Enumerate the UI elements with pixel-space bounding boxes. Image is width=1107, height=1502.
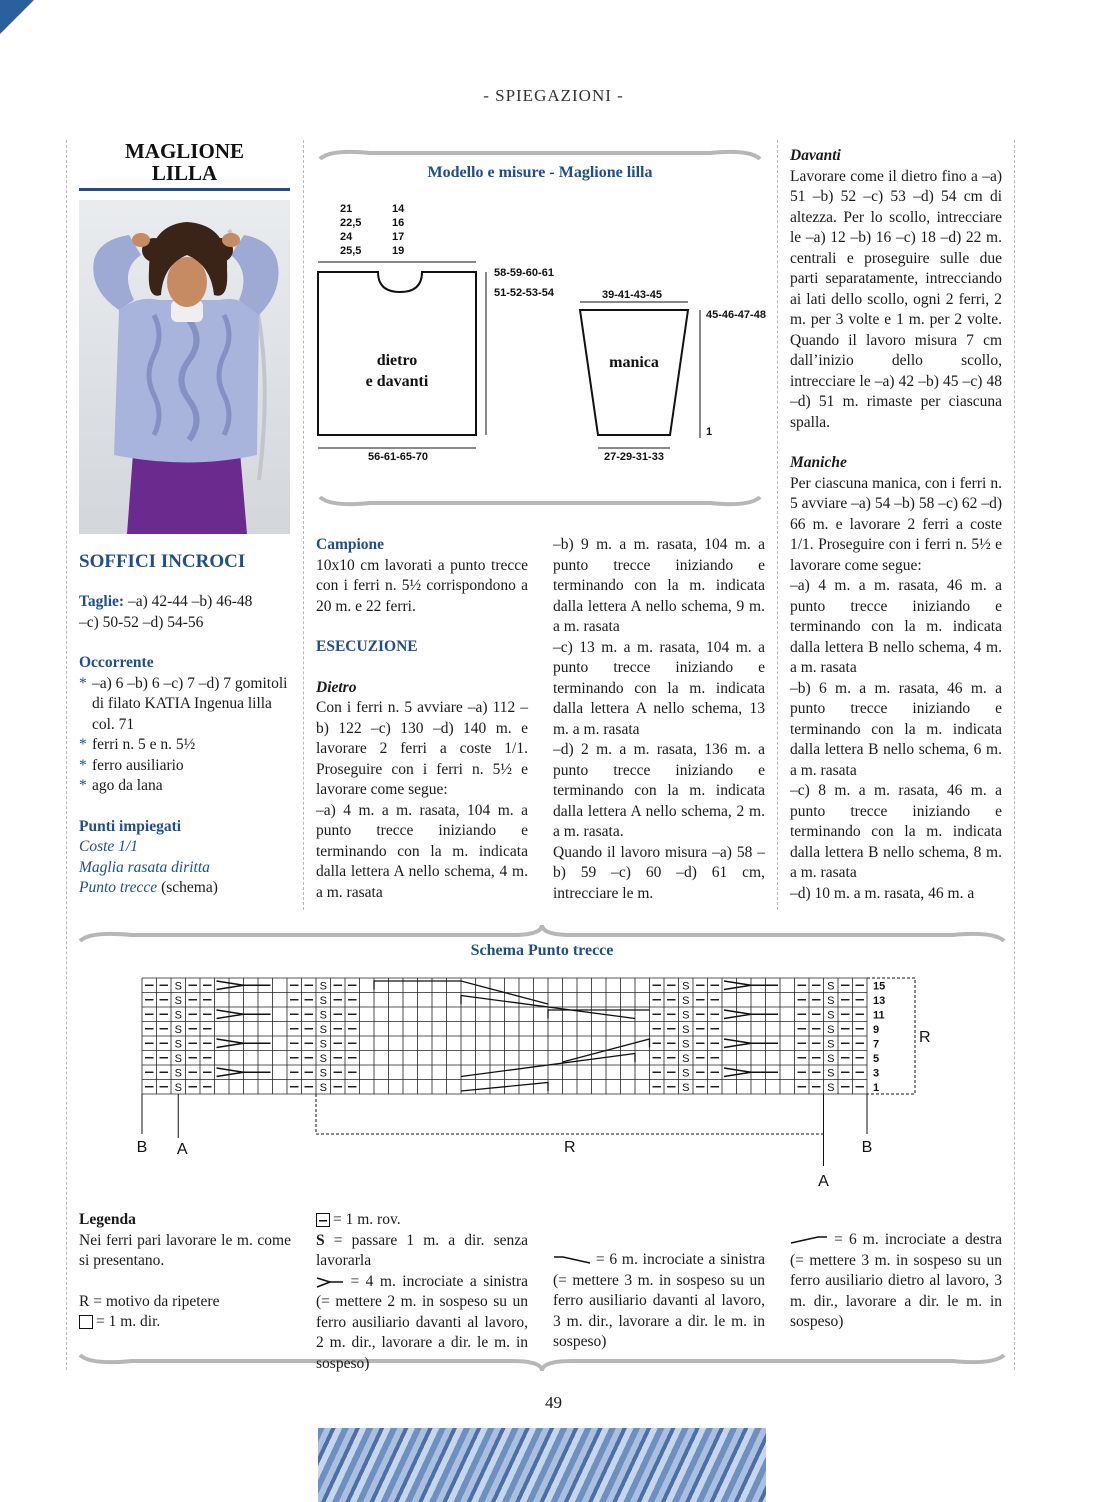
legend-text: Nei ferri pari lavorare le m. come si presentano. xyxy=(79,1231,291,1269)
slip-mark: S xyxy=(682,1053,690,1065)
page-header: - SPIEGAZIONI - xyxy=(483,86,624,105)
row-number: 11 xyxy=(873,1009,885,1022)
body-width-measure: 56-61-65-70 xyxy=(368,451,428,463)
list-item: * ago da lana xyxy=(79,777,163,794)
legend-item xyxy=(553,1250,765,1353)
repeat-label: R xyxy=(919,1029,931,1046)
marker-label-r: R xyxy=(563,1139,576,1156)
measurement-diagram xyxy=(310,190,770,480)
repeat-bracket xyxy=(316,1094,824,1134)
legend-text: R = motivo da ripetere xyxy=(79,1292,220,1310)
column-divider xyxy=(66,140,67,1370)
instruction-paragraph: –d) 10 m. a m. rasata, 46 m. a xyxy=(790,884,975,902)
marker-label-b: B xyxy=(136,1139,148,1156)
occorrente-heading: Occorrente xyxy=(79,654,154,671)
slip-mark: S xyxy=(682,1024,690,1036)
list-item: Coste 1/1 xyxy=(79,838,138,855)
title-line: LILLA xyxy=(151,161,218,185)
neck-measure: 24 xyxy=(340,231,353,243)
instruction-paragraph: Quando il lavoro misura –a) 58 –b) 59 –c) 60 –d) 61 cm, intrecciare le m. xyxy=(553,843,765,902)
taglie xyxy=(79,592,291,613)
neck-measure: 17 xyxy=(392,231,405,243)
neck-measure: 16 xyxy=(392,217,405,229)
slip-mark: S xyxy=(319,1009,327,1022)
list-item-text: ferri n. 5 e n. 5½ xyxy=(92,736,196,753)
sleeve-bottom-measure: 27-29-31-33 xyxy=(604,451,664,463)
instruction-paragraph: –a) 4 m. a m. rasata, 46 m. a punto trecce iniziando e terminando con la m. indicata dalla lettera B nello schema, 4 m. a m. rasata xyxy=(790,577,1002,676)
slip-mark: S xyxy=(319,1067,327,1080)
body-label: e davanti xyxy=(365,373,429,390)
title-line: MAGLIONE xyxy=(124,139,244,163)
slip-mark: S xyxy=(682,980,690,993)
column-divider xyxy=(1014,140,1015,1370)
cross-right-6-icon xyxy=(790,1235,828,1245)
slip-mark: S xyxy=(827,1009,835,1022)
instruction-paragraph: –b) 9 m. a m. rasata, 104 m. a punto trecce iniziando e terminando con la m. indicata dalla lettera A nello schema, 9 m. a m. rasata xyxy=(553,536,765,635)
slip-mark: S xyxy=(174,1067,182,1080)
slip-mark: S xyxy=(827,1053,835,1065)
marker-label-a: A xyxy=(818,1173,829,1190)
slip-mark: S xyxy=(174,1038,182,1051)
slip-mark: S xyxy=(174,1009,182,1022)
legend-column xyxy=(790,1230,1002,1333)
slip-mark: S xyxy=(827,1024,835,1036)
slip-mark: S xyxy=(174,980,182,993)
row-number: 15 xyxy=(873,980,886,993)
right-column-text xyxy=(790,146,1002,904)
row-number: 3 xyxy=(873,1067,880,1080)
slip-mark: S xyxy=(319,995,327,1007)
sleeve-label: manica xyxy=(609,354,659,371)
row-number: 13 xyxy=(873,995,886,1007)
row-number: 5 xyxy=(873,1053,880,1065)
dietro-text: –a) 4 m. a m. rasata, 104 m. a punto trecce iniziando e terminando con la m. indicata dalla lettera A nello schema, 4 m. a m. rasata xyxy=(316,801,528,901)
row-number: 7 xyxy=(873,1038,880,1051)
legend-text: = 6 m. incrociate a sinistra (= mettere 3 m. in sospeso su un ferro ausiliario davanti al lavoro, 3 m. dir., lavorare a dir. le m. in sospeso) xyxy=(553,1251,765,1350)
legend-text: = 1 m. rov. xyxy=(333,1211,401,1228)
diagram-title: Modello e misure - Maglione lilla xyxy=(427,164,653,181)
list-item: * –a) 6 –b) 6 –c) 7 –d) 7 gomitoli di filato KATIA Ingenua lilla col. 71 xyxy=(79,674,288,733)
instruction-paragraph: –c) 13 m. a m. rasata, 104 m. a punto trecce iniziando e terminando con la m. indicata dalla lettera A nello schema, 13 m. a m. rasata xyxy=(553,638,765,738)
list-item: * ferri n. 5 e n. 5½ xyxy=(79,736,196,753)
maniche-text: Per ciascuna manica, con i ferri n. 5 avviare –a) 54 –b) 58 –c) 62 –d) 66 m. e lavorare 2 ferri a coste 1/1. Proseguire con i ferri n. 5½ e lavorare come segue: xyxy=(790,474,1002,574)
legend-text: = 4 m. incrociate a sinistra (= mettere 2 m. in sospeso su un ferro ausiliario davanti al lavoro, 2 m. dir., lavorare a dir. le m. in sospeso) xyxy=(316,1272,528,1372)
slip-mark: S xyxy=(319,1024,327,1036)
article-title xyxy=(79,140,290,191)
taglie-text: –a) 42-44 –b) 46-48 xyxy=(124,593,253,610)
third-column-text xyxy=(553,535,765,904)
legend-column xyxy=(79,1210,291,1333)
slip-mark: S xyxy=(827,980,835,993)
legend-item xyxy=(316,1210,528,1231)
davanti-text: Lavorare come il dietro fino a –a) 51 –b) 52 –c) 53 –d) 54 cm di altezza. Per lo scollo, intrecciare le –a) 12 –b) 16 –c) 18 –d) 22 m. centrali e proseguire sulle due parti separatamente, intrecciando ai lati dello scollo, ogni 2 ferri, 2 m. per 3 volte e 1 m. per 2 volte. Quando il lavoro misura 7 cm dall’inizio dello scollo, intrecciare le –a) 42 –b) 45 –c) 48 –d) 51 m. rimaste per ciascuna spalla. xyxy=(790,167,1002,431)
slip-mark: S xyxy=(827,1082,835,1094)
sleeve-top-measure: 39-41-43-45 xyxy=(602,289,662,301)
slip-mark: S xyxy=(174,1053,182,1065)
list-item-text: Punto trecce xyxy=(79,879,158,896)
empty-square-icon xyxy=(79,1315,93,1329)
campione-heading: Campione xyxy=(316,536,385,553)
slip-mark: S xyxy=(827,1067,835,1080)
slip-mark: S xyxy=(827,995,835,1007)
body-height-measure: 51-52-53-54 xyxy=(494,287,554,299)
neck-measure: 19 xyxy=(392,245,405,257)
purl-square-icon xyxy=(316,1213,330,1227)
sweater-photo xyxy=(79,200,290,534)
dietro-heading: Dietro xyxy=(316,678,357,696)
slip-mark: S xyxy=(682,1082,690,1094)
slip-mark: S xyxy=(319,1053,327,1065)
list-item-text: ago da lana xyxy=(92,777,163,794)
instruction-paragraph: –c) 8 m. a m. rasata, 46 m. a punto trecce iniziando e terminando con la m. indicata dalla lettera B nello schema, 8 m. a m. rasata xyxy=(790,782,1002,881)
page-number: 49 xyxy=(545,1393,562,1412)
chart-title: Schema Punto trecce xyxy=(470,942,614,959)
body-label: dietro xyxy=(376,352,418,369)
row-number: 9 xyxy=(873,1024,880,1036)
sleeve-height-measure: 45-46-47-48 xyxy=(706,309,766,321)
neck-measure: 25,5 xyxy=(340,245,362,257)
legend-column xyxy=(553,1250,765,1353)
legend-text: = 1 m. dir. xyxy=(96,1313,161,1330)
column-divider xyxy=(777,140,778,910)
slip-mark: S xyxy=(827,1038,835,1051)
list-item-suffix: (schema) xyxy=(157,879,218,896)
cross-left-6-icon xyxy=(553,1255,591,1265)
slip-mark: S xyxy=(174,1082,182,1094)
title-underline xyxy=(79,188,290,191)
list-item: Maglia rasata diritta xyxy=(79,858,210,876)
esecuzione-heading: ESECUZIONE xyxy=(316,638,418,655)
legend-item xyxy=(316,1272,528,1375)
slip-mark: S xyxy=(682,1038,690,1051)
list-item-text: ferro ausiliario xyxy=(92,756,184,774)
legend-column xyxy=(316,1210,528,1374)
legend-item xyxy=(790,1230,1002,1333)
dietro-text: Con i ferri n. 5 avviare –a) 112 –b) 122 –c) 130 –d) 140 m. e lavorare 2 ferri a coste 1/1. Proseguire con i ferri n. 5½ e lavorare come segue: xyxy=(316,699,528,798)
campione-text: 10x10 cm lavorati a punto trecce con i ferri n. 5½ corrispondono a 20 m. e 22 ferri. xyxy=(316,556,528,615)
neck-measure: 21 xyxy=(340,203,353,215)
list-item xyxy=(79,878,291,899)
slip-mark: S xyxy=(319,1038,327,1051)
middle-column-text xyxy=(316,535,528,903)
instruction-paragraph: –d) 2 m. a m. rasata, 136 m. a punto trecce iniziando e terminando con la m. indicata dalla lettera A nello schema, 2 m. a m. rasata. xyxy=(553,741,765,840)
list-item-text: –a) 6 –b) 6 –c) 7 –d) 7 gomitoli di filato KATIA Ingenua lilla col. 71 xyxy=(92,674,288,733)
slip-mark: S xyxy=(682,1009,690,1022)
slip-mark: S xyxy=(319,980,327,993)
slip-stitch-icon: S xyxy=(316,1231,325,1249)
slip-mark: S xyxy=(319,1082,327,1094)
sleeve-cuff-measure: 1 xyxy=(706,426,713,438)
slip-mark: S xyxy=(682,995,690,1007)
left-column-text xyxy=(79,550,291,899)
neck-measure: 14 xyxy=(392,203,405,215)
marker-label-a: A xyxy=(176,1141,188,1158)
cross-left-4-icon xyxy=(316,1276,344,1288)
yarn-texture-photo xyxy=(318,1428,766,1502)
legend-text: = passare 1 m. a dir. senza lavorarla xyxy=(316,1231,529,1269)
legend-heading: Legenda xyxy=(79,1211,136,1228)
list-item: * ferro ausiliario xyxy=(79,756,184,774)
instruction-paragraph: –b) 6 m. a m. rasata, 46 m. a punto trecce iniziando e terminando con la m. indicata dalla lettera B nello schema, 6 m. a m. rasata xyxy=(790,679,1002,779)
column-divider xyxy=(303,140,304,910)
corner-accent xyxy=(0,0,34,34)
taglie-text: –c) 50-52 –d) 54-56 xyxy=(79,613,204,631)
neck-measure: 22,5 xyxy=(340,217,362,229)
slip-mark: S xyxy=(174,1024,182,1036)
sweater-photo-illustration xyxy=(79,200,290,534)
subtitle: SOFFICI INCROCI xyxy=(79,551,246,572)
stitch-chart xyxy=(130,970,950,1195)
davanti-heading: Davanti xyxy=(790,147,841,164)
neck-depth-measure: 58-59-60-61 xyxy=(494,267,554,279)
taglie-label: Taglie: xyxy=(79,593,125,610)
slip-mark: S xyxy=(174,995,182,1007)
legend-item xyxy=(79,1312,291,1333)
slip-mark: S xyxy=(682,1067,690,1080)
maniche-heading: Maniche xyxy=(790,454,847,471)
marker-label-b: B xyxy=(861,1139,873,1156)
legend-text: = 6 m. incrociate a destra (= mettere 3 m. in sospeso su un ferro ausiliario dietro al lavoro, 3 m. dir., lavorare a dir. le m. in sospeso) xyxy=(790,1231,1003,1330)
row-number: 1 xyxy=(873,1082,880,1094)
punti-heading: Punti impiegati xyxy=(79,817,182,835)
legend-item xyxy=(316,1231,528,1272)
